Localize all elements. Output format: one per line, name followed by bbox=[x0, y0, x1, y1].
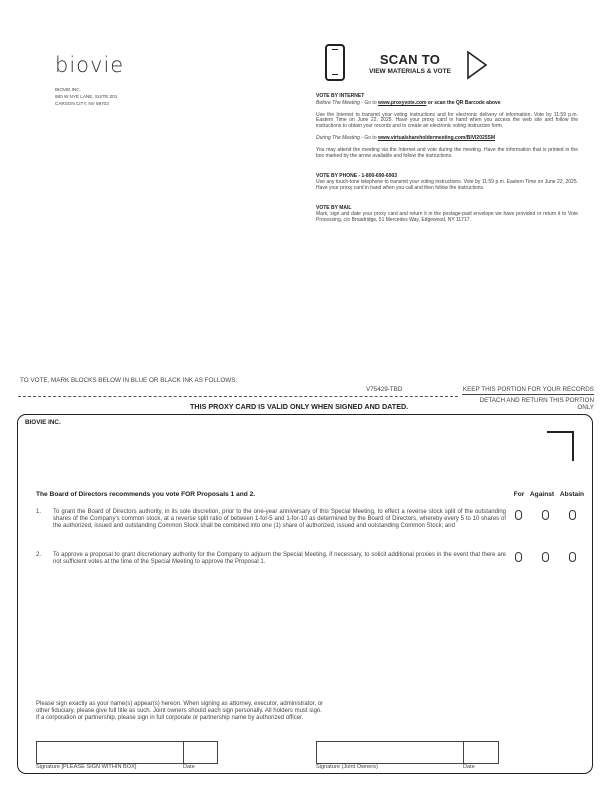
scan-subtitle: VIEW MATERIALS & VOTE bbox=[369, 68, 451, 75]
address-line: 680 W NYE LANE, SUITE 201 bbox=[55, 94, 118, 99]
card-company-name: BIOVIE INC. bbox=[25, 419, 61, 426]
joint-date-label: Date bbox=[463, 764, 475, 770]
vote-phone-text: Use any touch-tone telephone to transmit your voting instructions. Vote by 11:59 p.m. Eastern Time on June 22, 2025. Have your proxy card in hand when you call and then follow the instructions. bbox=[316, 178, 578, 191]
board-recommendation: The Board of Directors recommends you vote FOR Proposals 1 and 2. bbox=[36, 491, 256, 498]
date-label: Date bbox=[183, 764, 195, 770]
during-meeting-label: During The Meeting bbox=[316, 134, 360, 141]
proxyvote-link[interactable]: www.proxyvote.com bbox=[377, 99, 427, 106]
signature-label: Signature [PLEASE SIGN WITHIN BOX] bbox=[36, 764, 137, 770]
during-meeting-paragraph: You may attend the meeting via the Internet and vote during the meeting. Have the information that is printed in the box marked by the arrow available and follow the instructions. bbox=[316, 146, 578, 159]
mark-instructions: TO VOTE, MARK BLOCKS BELOW IN BLUE OR BLACK INK AS FOLLOWS: bbox=[20, 377, 238, 384]
signature-box[interactable] bbox=[36, 741, 218, 764]
detach-portion-label: DETACH AND RETURN THIS PORTION ONLY bbox=[479, 397, 594, 411]
date-box-divider bbox=[183, 742, 184, 763]
during-meeting-text: - Go to bbox=[359, 134, 378, 141]
address-line: BIOVIE INC. bbox=[55, 87, 81, 92]
during-meeting-line bbox=[316, 136, 578, 142]
proposal-text: To grant the Board of Directors authority, in its sole discretion, prior to the one-year anniversary of this Special Meeting, to effect a reverse stock split of the outstanding shares of the Company's common stock, at a reverse split ratio of between 1-for-5 and 1-for-10 as determined by the Board of Directors, whereby every 5 to 10 shares of the authorized, issued and outstanding Common Stock shall be combined into one (1) share of authorized, issued and outstanding Common Stock; and bbox=[53, 509, 506, 529]
vote-against-checkbox[interactable] bbox=[542, 510, 549, 520]
column-abstain: Abstain bbox=[559, 491, 585, 498]
signing-instructions: Please sign exactly as your name(s) appear(s) hereon. When signing as attorney, executor, administrator, or other fiduciary, please give full title as such. Joint owners should each sign personally. All holders must sign. If a corporation or partnership, please sign in full corporate or partnership name by authorized officer. bbox=[36, 701, 324, 721]
date-box-divider bbox=[463, 742, 464, 763]
proposal-number: 1. bbox=[36, 509, 42, 515]
column-against: Against bbox=[529, 491, 555, 498]
before-meeting-label: Before The Meeting bbox=[316, 99, 360, 106]
internet-paragraph: Use the Internet to transmit your voting instructions and for electronic delivery of information. Vote by 11:59 p.m. Eastern Time on June 22, 2025. Have your proxy card in hand when you access the web site and follow the instructions to obtain your records and to create an electronic voting instruction form. bbox=[316, 111, 578, 130]
vote-for-checkbox[interactable] bbox=[515, 552, 522, 562]
virtual-meeting-link[interactable]: www.virtualshareholdermeeting.com/BIVI2025SM bbox=[377, 134, 496, 141]
qr-barcode-text: or scan the QR Barcode above bbox=[426, 99, 501, 106]
vote-mail-text: Mark, sign and date your proxy card and return it in the postage-paid envelope we have provided or return it to Vote Processing, c/o Broadridge, 51 Mercedes Way, Edgewood, NY 11717. bbox=[316, 210, 578, 223]
vote-mail-heading: VOTE BY MAIL bbox=[316, 205, 352, 211]
vote-mail-section bbox=[316, 206, 578, 223]
control-code: V75429-TBD bbox=[366, 386, 403, 393]
vote-internet-section bbox=[316, 94, 578, 159]
perforation-line bbox=[18, 396, 458, 397]
keep-divider bbox=[462, 394, 594, 395]
proposal-text: To approve a proposal to grant discretionary authority for the Company to adjourn the Special Meeting, if necessary, to solicit additional proxies in the event that there are not sufficient votes at the time of the Special Meeting to approve the Proposal 1. bbox=[53, 552, 506, 565]
address-window-corner bbox=[547, 431, 574, 461]
vote-phone-heading: VOTE BY PHONE - 1-800-690-6903 bbox=[316, 173, 398, 179]
vote-abstain-checkbox[interactable] bbox=[569, 510, 576, 520]
proposal-number: 2. bbox=[36, 552, 42, 558]
logo-text: biovie bbox=[55, 53, 125, 77]
valid-notice: THIS PROXY CARD IS VALID ONLY WHEN SIGNED AND DATED. bbox=[190, 402, 409, 411]
vote-phone-section bbox=[316, 174, 578, 191]
smartphone-icon bbox=[325, 44, 345, 81]
scan-title: SCAN TO bbox=[379, 52, 441, 67]
company-address bbox=[55, 86, 117, 107]
joint-signature-label: Signature (Joint Owners) bbox=[316, 764, 378, 770]
before-meeting-line bbox=[316, 101, 578, 107]
joint-signature-box[interactable] bbox=[316, 741, 499, 764]
before-meeting-text: - Go to bbox=[359, 99, 378, 106]
vote-against-checkbox[interactable] bbox=[542, 552, 549, 562]
play-arrow-icon bbox=[466, 50, 488, 80]
address-line: CARSON CITY, NV 89703 bbox=[55, 101, 109, 106]
vote-abstain-checkbox[interactable] bbox=[569, 552, 576, 562]
vote-internet-heading: VOTE BY INTERNET bbox=[316, 93, 365, 99]
column-for: For bbox=[513, 491, 525, 498]
company-logo bbox=[55, 53, 124, 77]
keep-portion-label: KEEP THIS PORTION FOR YOUR RECORDS bbox=[462, 386, 594, 393]
vote-for-checkbox[interactable] bbox=[515, 510, 522, 520]
